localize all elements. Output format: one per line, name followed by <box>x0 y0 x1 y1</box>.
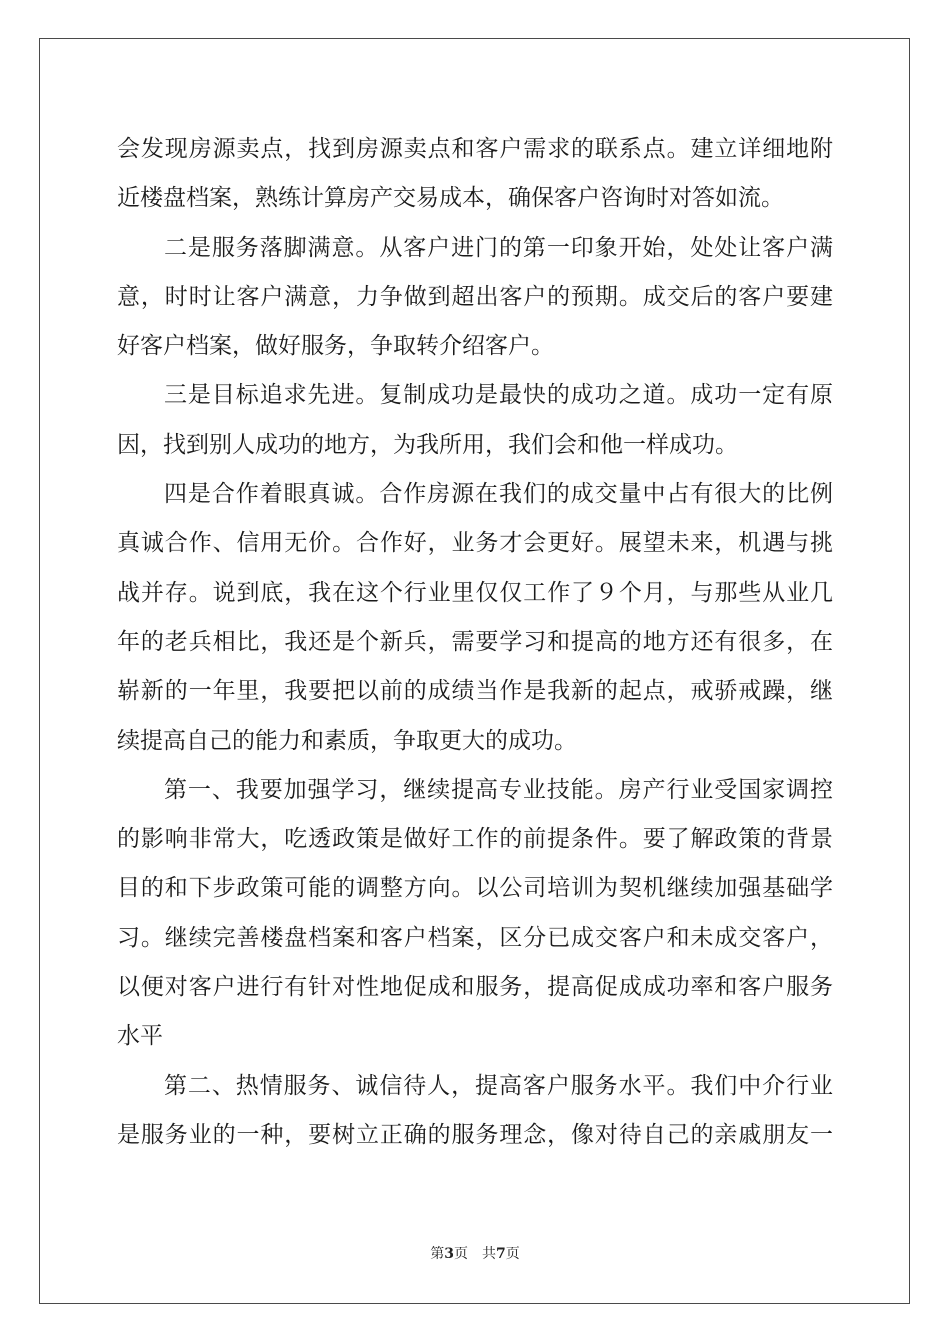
footer-total-suffix: 页 <box>505 1246 520 1262</box>
document-body <box>117 125 833 1160</box>
text-line: 二是服务落脚满意。从客户进门的第一印象开始，处处让客户满 <box>164 234 833 261</box>
text-line: 真诚合作、信用无价。合作好，业务才会更好。展望未来，机遇与挑 <box>117 530 833 557</box>
footer-page-number: 3 <box>444 1246 454 1262</box>
text-line: 因，找到别人成功的地方，为我所用，我们会和他一样成功。 <box>117 431 738 458</box>
text-line: 年的老兵相比，我还是个新兵，需要学习和提高的地方还有很多，在 <box>117 628 833 655</box>
footer-total-number: 7 <box>496 1246 506 1262</box>
page-footer <box>0 1243 950 1263</box>
text-line: 三是目标追求先进。复制成功是最快的成功之道。成功一定有原 <box>164 382 833 409</box>
footer-page-prefix: 第 <box>430 1246 445 1262</box>
footer-page-suffix: 页 <box>454 1246 468 1262</box>
text-line: 水平 <box>117 1023 163 1050</box>
text-line: 的影响非常大，吃透政策是做好工作的前提条件。要了解政策的背景 <box>117 826 833 853</box>
text-line: 第一、我要加强学习，继续提高专业技能。房产行业受国家调控 <box>164 776 833 803</box>
text-line: 第二、热情服务、诚信待人，提高客户服务水平。我们中介行业 <box>164 1072 833 1099</box>
text-line: 是服务业的一种，要树立正确的服务理念，像对待自己的亲戚朋友一 <box>117 1121 833 1148</box>
footer-total-prefix: 共 <box>482 1246 496 1262</box>
text-line: 以便对客户进行有针对性地促成和服务，提高促成成功率和客户服务 <box>117 974 833 1001</box>
text-line: 四是合作着眼真诚。合作房源在我们的成交量中占有很大的比例 <box>164 481 833 508</box>
text-line: 会发现房源卖点，找到房源卖点和客户需求的联系点。建立详细地附 <box>117 136 833 162</box>
text-line: 意，时时让客户满意，力争做到超出客户的预期。成交后的客户要建 <box>117 283 833 310</box>
text-line: 好客户档案，做好服务，争取转介绍客户。 <box>117 333 554 360</box>
text-line: 崭新的一年里，我要把以前的成绩当作是我新的起点，戒骄戒躁，继 <box>117 678 833 705</box>
text-line: 续提高自己的能力和素质，争取更大的成功。 <box>117 727 577 754</box>
text-line: 近楼盘档案，熟练计算房产交易成本，确保客户咨询时对答如流。 <box>117 185 784 212</box>
text-line: 目的和下步政策可能的调整方向。以公司培训为契机继续加强基础学 <box>117 875 833 902</box>
text-line: 战并存。说到底，我在这个行业里仅仅工作了９个月，与那些从业几 <box>117 579 833 606</box>
text-line: 习。继续完善楼盘档案和客户档案，区分已成交客户和未成交客户， <box>117 924 833 951</box>
